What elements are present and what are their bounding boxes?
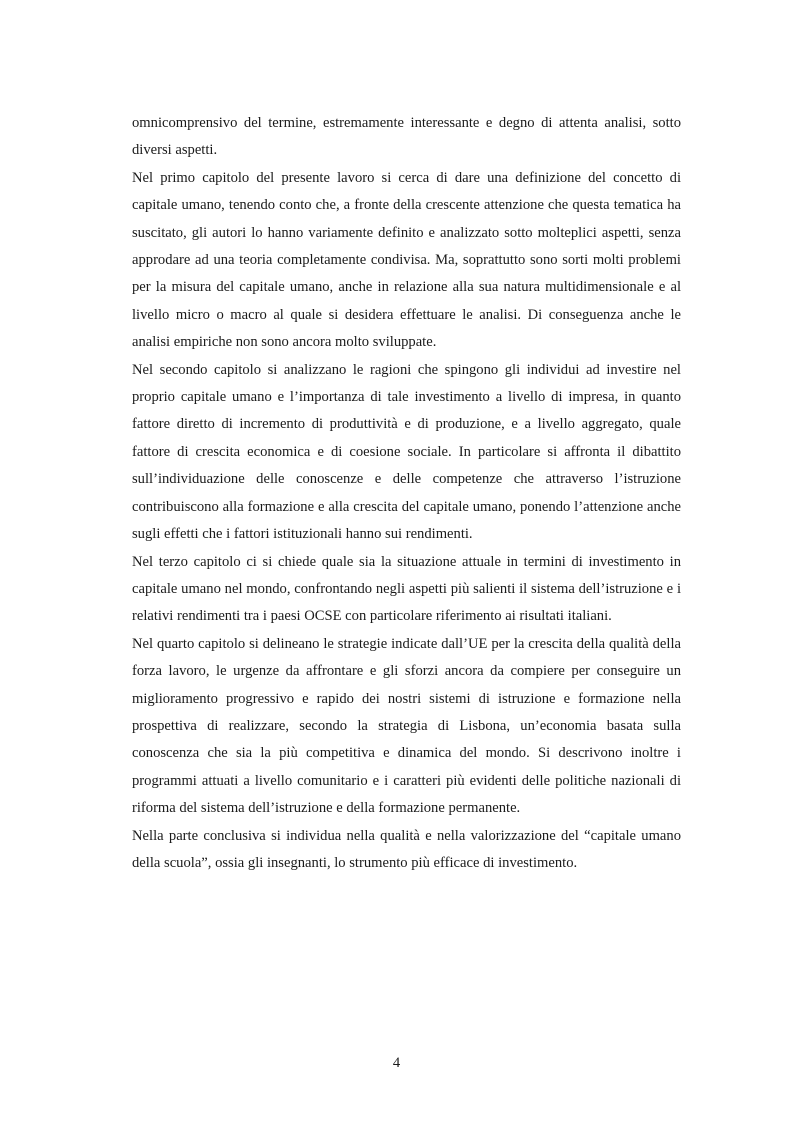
paragraph-conclusion: Nella parte conclusiva si individua nella qualità e nella valorizzazione del “capitale umano della scuola”, ossia gli insegnanti, lo strumento più efficace di investimento. xyxy=(132,827,681,871)
paragraph-intro-continuation: omnicomprensivo del termine, estremamente interessante e degno di attenta analisi, sotto diversi aspetti. xyxy=(132,115,681,159)
paragraph-chapter-1: Nel primo capitolo del presente lavoro si cerca di dare una definizione del concetto di capitale umano, tenendo conto che, a fronte della crescente attenzione che questa tematica ha suscitato, gli autori lo hanno variamente definito e analizzato sotto molteplici aspetti, senza approdare ad una teoria completamente condivisa. Ma, soprattutto sono sorti molti problemi per la misura del capitale umano, anche in relazione alla sua natura multidimensionale e al livello micro o macro al quale si desidera effettuare le analisi. Di conseguenza anche le analisi empiriche non sono ancora molto sviluppate. xyxy=(132,169,681,351)
paragraph-chapter-2: Nel secondo capitolo si analizzano le ragioni che spingono gli individui ad investire nel proprio capitale umano e l’importanza di tale investimento a livello di impresa, in quanto fattore diretto di incremento di produttività e di produzione, e a livello aggregato, quale fattore di crescita economica e di coesione sociale. In particolare si affronta il dibattito sull’individuazione delle conoscenze e delle competenze che attraverso l’istruzione contribuiscono alla formazione e alla crescita del capitale umano, ponendo l’attenzione anche sugli effetti che i fattori istituzionali hanno sui rendimenti. xyxy=(132,361,681,543)
paragraph-chapter-4: Nel quarto capitolo si delineano le strategie indicate dall’UE per la crescita della qualità della forza lavoro, le urgenze da affrontare e gli sforzi ancora da compiere per conseguire un miglioramento progressivo e rapido dei nostri sistemi di istruzione e formazione nella prospettiva di realizzare, secondo la strategia di Lisbona, un’economia basata sulla conoscenza che sia la più competitiva e dinamica del mondo. Si descrivono inoltre i programmi attuati a livello comunitario e i caratteri più evidenti delle politiche nazionali di riforma del sistema dell’istruzione e della formazione permanente. xyxy=(132,635,681,817)
paragraph-chapter-3: Nel terzo capitolo ci si chiede quale sia la situazione attuale in termini di investimento in capitale umano nel mondo, confrontando negli aspetti più salienti il sistema dell’istruzione e i relativi rendimenti tra i paesi OCSE con particolare riferimento ai risultati italiani. xyxy=(132,553,681,625)
document-body xyxy=(132,110,681,877)
page-number: 4 xyxy=(392,1055,401,1071)
